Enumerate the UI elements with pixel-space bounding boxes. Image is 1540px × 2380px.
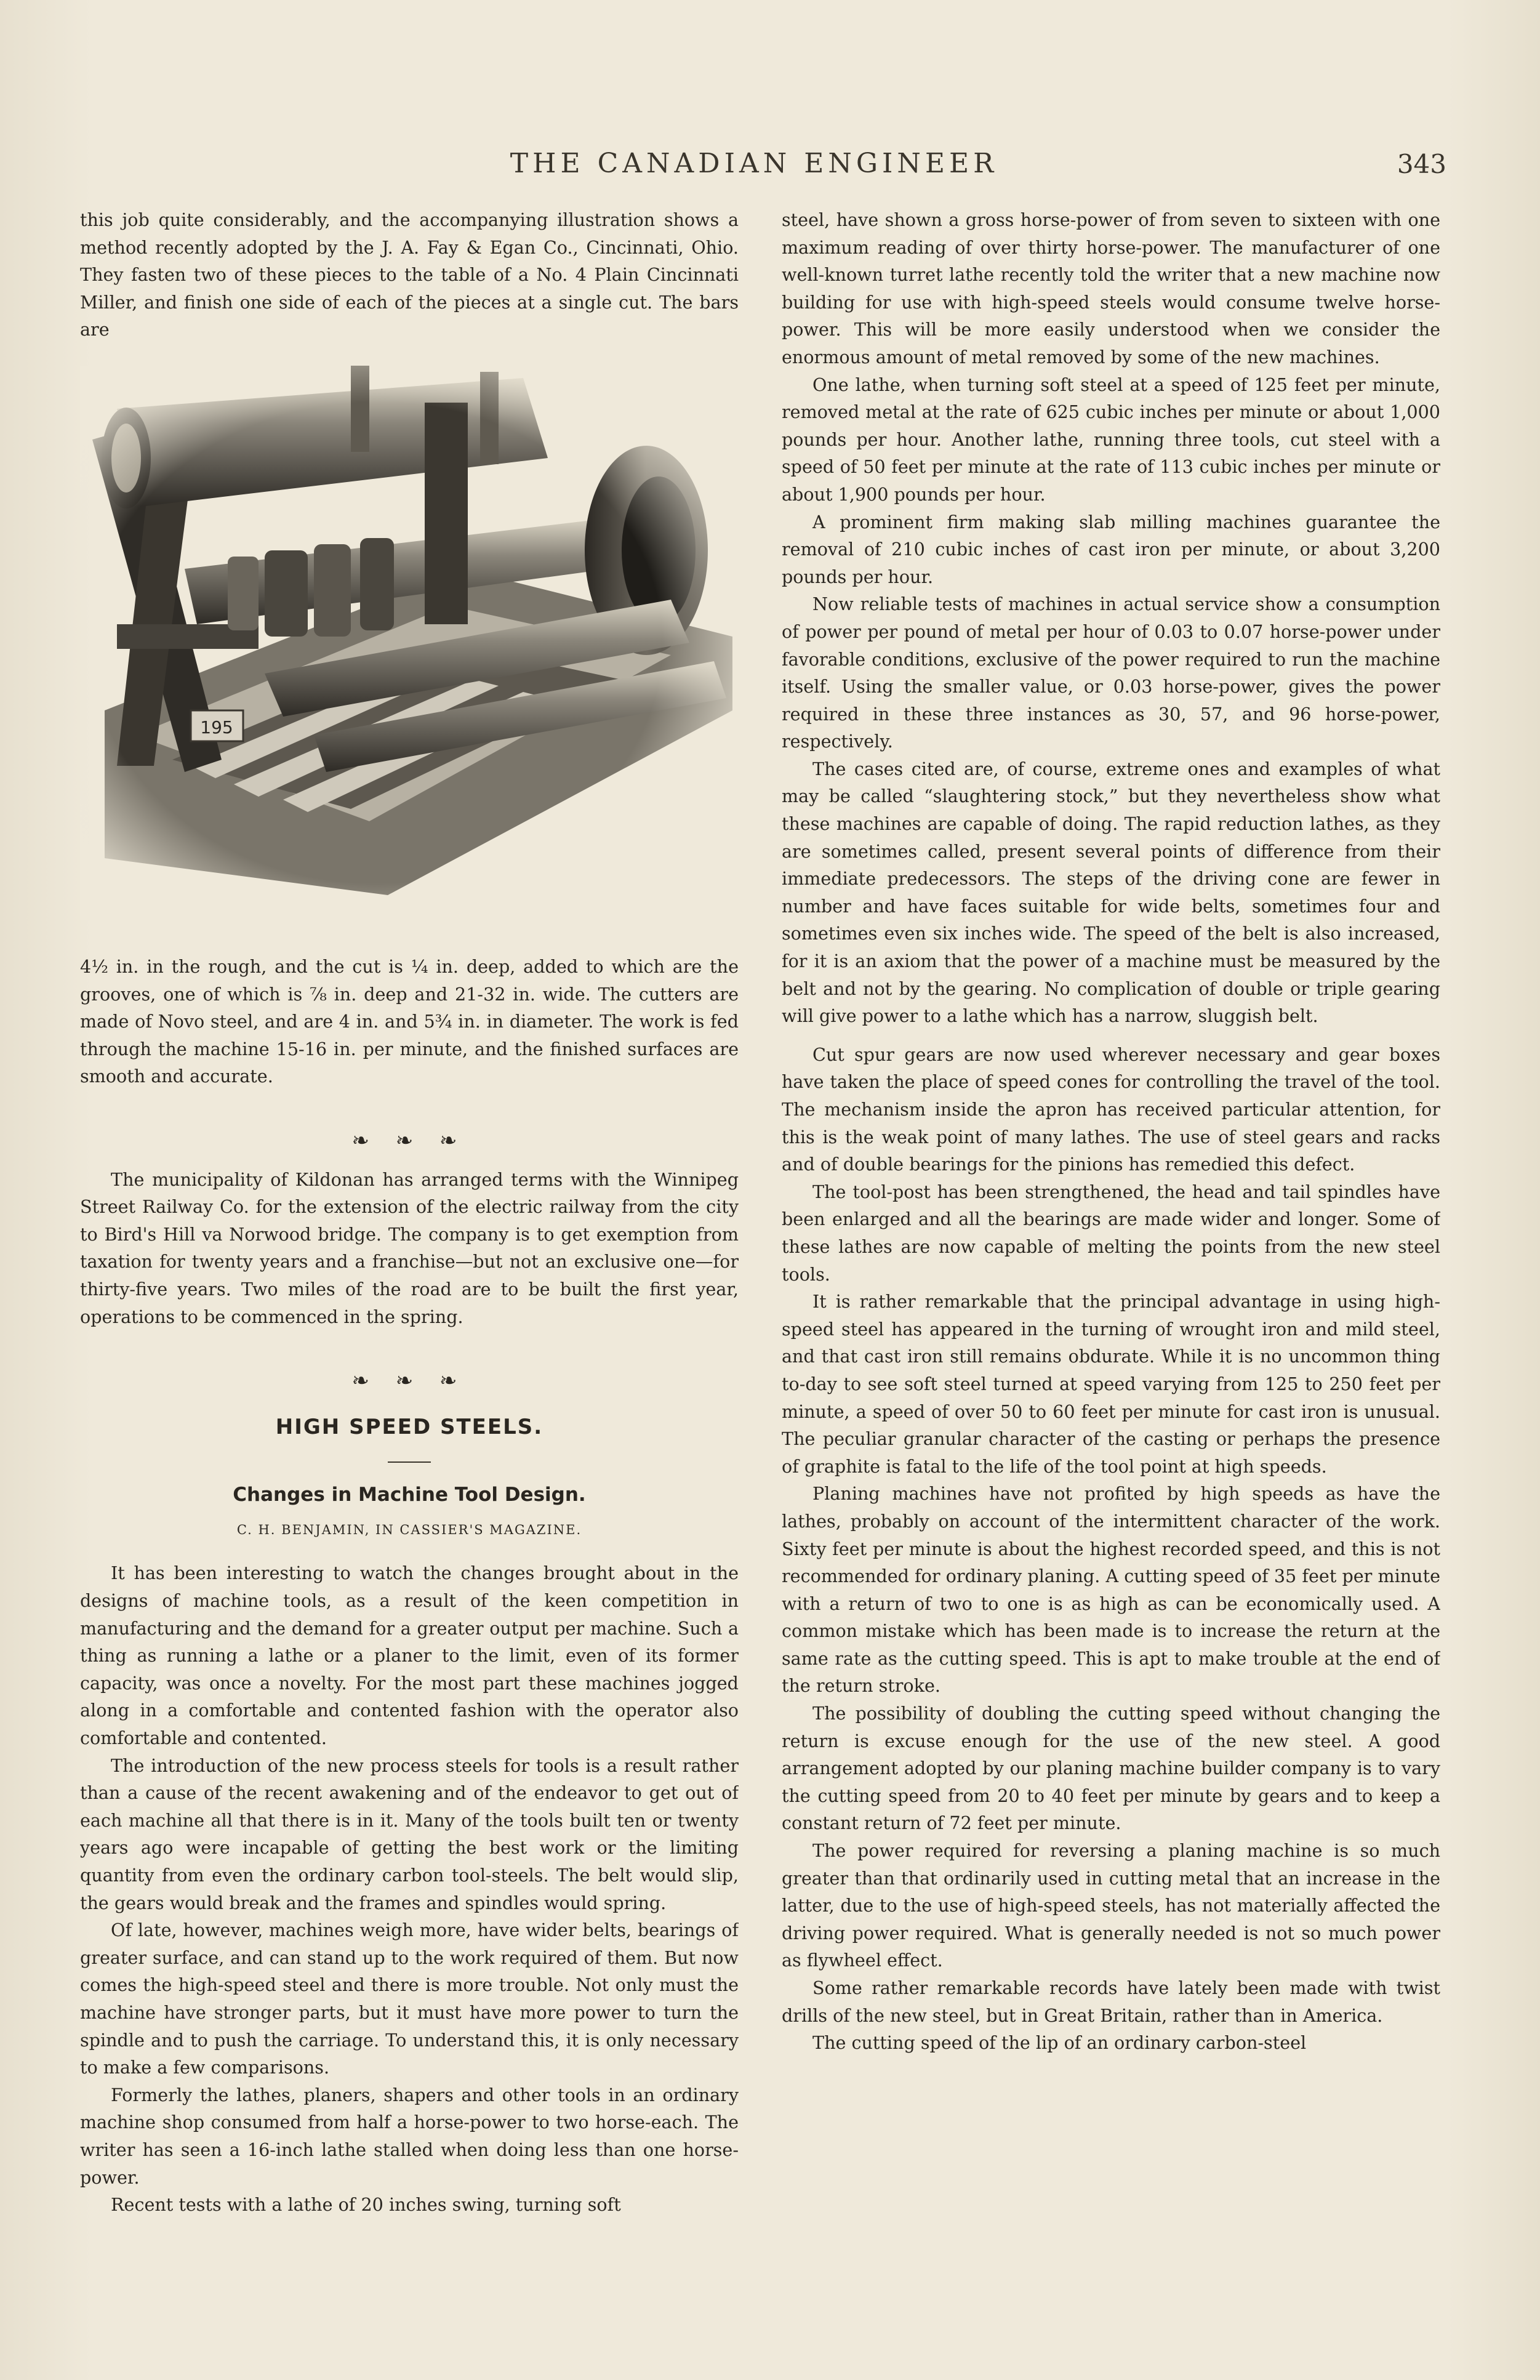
paragraph: The possibility of doubling the cutting speed without changing the return is excuse enough for the use of the new steel. A good arrangement adopted by our planing machine builder company is to vary the cutting speed from 20 to 40 feet per minute by gears and to keep a constant return of 72 feet per minute. <box>782 1703 1440 1834</box>
page-header <box>62 148 1446 191</box>
milling-machine-illustration <box>80 366 739 920</box>
paragraph: Recent tests with a lathe of 20 inches swing, turning soft <box>111 2194 621 2216</box>
title-rule <box>388 1461 431 1463</box>
milling-machine-figure <box>80 366 739 920</box>
paragraph: A prominent firm making slab milling machines guarantee the removal of 210 cubic inches of cast iron per minute, or about 3,200 pounds per hour. <box>782 511 1440 587</box>
paragraph: Formerly the lathes, planers, shapers and other tools in an ordinary machine shop consumed from half a horse-power to two horse-each. The writer has seen a 16-inch lathe stalled when doing less than one horse-power. <box>80 2084 739 2188</box>
paragraph: 4½ in. in the rough, and the cut is ¼ in. deep, added to which are the grooves, one of which is ⅞ in. deep and 21-32 in. wide. The cutters are made of Novo steel, and are 4 in. and 5¾ in. in diameter. The work is fed through the machine 15-16 in. per minute, and the finished surfaces are smooth and accurate. <box>80 955 739 1087</box>
left-column <box>80 206 739 2349</box>
article-byline: C. H. BENJAMIN, IN CASSIER'S MAGAZINE. <box>236 1522 582 1537</box>
paragraph-gap <box>782 1030 1440 1041</box>
paragraph: Of late, however, machines weigh more, have wider belts, bearings of greater surface, and can stand up to the work required of them. But now comes the high-speed steel and there is more trouble. Not only must the machine have stronger parts, but it must have more power to turn the spindle and to push the carriage. To understand this, it is only necessary to make a few comparisons. <box>80 1920 739 2078</box>
paragraph: Now reliable tests of machines in actual service show a consumption of power per pound of metal per hour of 0.03 to 0.07 horse-power under favorable conditions, exclusive of the power required to run the machine itself. Using the smaller value, or 0.03 horse-power, gives the power required in these three instances as 30, 57, and 96 horse-power, respectively. <box>782 593 1440 752</box>
article-subtitle: Changes in Machine Tool Design. <box>233 1484 586 1506</box>
running-title: THE CANADIAN ENGINEER <box>510 148 998 179</box>
ornament-divider: ❧ ❧ ❧ <box>351 1128 467 1153</box>
paragraph: Some rather remarkable records have lately been made with twist drills of the new steel, but in Great Britain, rather than in America. <box>782 1977 1440 2026</box>
paragraph: The cutting speed of the lip of an ordinary carbon-steel <box>812 2032 1307 2054</box>
paragraph: The cases cited are, of course, extreme ones and examples of what may be called “slaughtering stock,” but they nevertheless show what these machines are capable of doing. The rapid reduction lathes, as they are sometimes called, present several points of difference from their immediate predecessors. The steps of the driving cone are fewer in number and have faces suitable for wide belts, sometimes four and sometimes even six inches wide. The speed of the belt is also increased, for it is an axiom that the power of a machine must be measured by the belt and not by the gearing. No complication of double or triple gearing will give power to a lathe which has a narrow, sluggish belt. <box>782 758 1440 1027</box>
page-number: 343 <box>1397 149 1446 179</box>
ornament-divider: ❧ ❧ ❧ <box>351 1369 467 1394</box>
paragraph: The tool-post has been strengthened, the head and tail spindles have been enlarged and all the bearings are made wider and longer. Some of these lathes are now capable of melting the points from the new steel tools. <box>782 1181 1440 1285</box>
paragraph: Planing machines have not profited by high speeds as have the lathes, probably on account of the intermittent character of the work. Sixty feet per minute is about the highest recorded speed, and this is not recommended for ordinary planing. A cutting speed of 35 feet per minute with a return of two to one is as high as can be economically used. A common mistake which has been made is to increase the return at the same rate as the cutting speed. This is apt to make trouble at the end of the return stroke. <box>782 1483 1440 1697</box>
paragraph: The power required for reversing a planing machine is so much greater than that ordinarily used in cutting metal that an increase in the latter, due to the use of high-speed steels, has not materially affected the driving power required. What is generally needed is not so much power as flywheel effect. <box>782 1840 1440 1971</box>
paragraph: Cut spur gears are now used wherever necessary and gear boxes have taken the place of speed cones for controlling the travel of the tool. The mechanism inside the apron has received particular attention, for this is the weak point of many lathes. The use of steel gears and racks and of double bearings for the pinions has remedied this defect. <box>782 1043 1440 1175</box>
paragraph: One lathe, when turning soft steel at a speed of 125 feet per minute, removed metal at the rate of 625 cubic inches per minute or about 1,000 pounds per hour. Another lathe, running three tools, cut steel with a speed of 50 feet per minute at the rate of 113 cubic inches per minute or about 1,900 pounds per hour. <box>782 374 1440 505</box>
paragraph: steel, have shown a gross horse-power of from seven to sixteen with one maximum reading of over thirty horse-power. The manufacturer of one well-known turret lathe recently told the writer that a new machine now building for use with high-speed steels would consume twelve horse-power. This will be more easily understood when we consider the enormous amount of metal removed by some of the new machines. <box>782 209 1440 368</box>
paragraph: It is rather remarkable that the principal advantage in using high-speed steel has appeared in the turning of wrought iron and mild steel, and that cast iron still remains obdurate. While it is no uncommon thing to-day to see soft steel turned at speed varying from 125 to 250 feet per minute, a speed of over 50 to 60 feet per minute for cast iron is unusual. The peculiar granular character of the casting or perhaps the presence of graphite is fatal to the life of the tool point at high speeds. <box>782 1291 1440 1477</box>
paragraph: this job quite considerably, and the accompanying illustration shows a method recently adopted by the J. A. Fay & Egan Co., Cincinnati, Ohio. They fasten two of these pieces to the table of a No. 4 Plain Cincinnati Miller, and finish one side of each of the pieces at a single cut. The bars are <box>80 209 739 340</box>
paragraph: It has been interesting to watch the changes brought about in the designs of machine tools, as a result of the keen competition in manufacturing and the demand for a greater output per machine. Such a thing as running a lathe or a planer to the limit, even of its former capacity, was once a novelty. For the most part these machines jogged along in a comfortable and contented fashion with the operator also comfortable and contented. <box>80 1562 739 1749</box>
paragraph: The introduction of the new process steels for tools is a result rather than a cause of the recent awakening and of the endeavor to get out of each machine all that there is in it. Many of the tools built ten or twenty years ago were incapable of getting the best work or the limiting quantity from even the ordinary carbon tool-steels. The belt would slip, the gears would break and the frames and spindles would spring. <box>80 1755 739 1913</box>
right-column <box>782 206 1440 2349</box>
section-title: HIGH SPEED STEELS. <box>275 1414 543 1439</box>
paragraph: The municipality of Kildonan has arranged terms with the Winnipeg Street Railway Co. for the extension of the electric railway from the city to Bird's Hill va Norwood bridge. The company is to get exemption from taxation for twenty years and a franchise—but not an exclusive one—for thirty-five years. Two miles of the road are to be built the first year, operations to be commenced in the spring. <box>80 1168 739 1327</box>
